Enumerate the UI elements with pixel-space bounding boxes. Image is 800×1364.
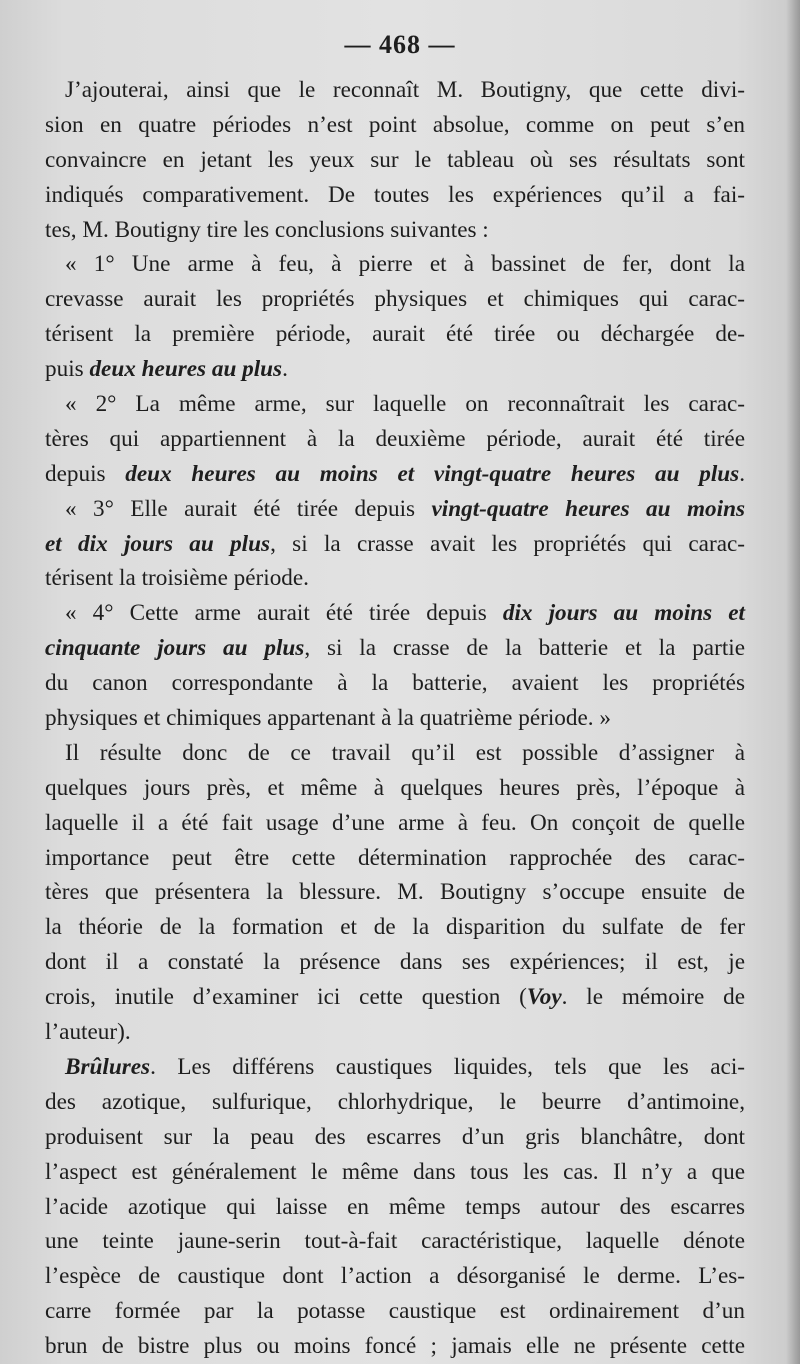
text-line: l’acide azotique qui laisse en même temps autour des escarres xyxy=(45,1193,745,1220)
text-line: térisent la première période, aurait été tirée ou déchargée de- xyxy=(45,321,745,348)
text-line: importance peut être cette détermination rapprochée des carac- xyxy=(45,844,745,871)
text-line: l’auteur). xyxy=(45,1019,131,1046)
italic-phrase: cinquante jours au plus xyxy=(45,635,305,662)
text-line: l’aspect est généralement le même dans tous les cas. Il n’y a que xyxy=(45,1158,745,1185)
page-number: — 468 — xyxy=(344,30,456,59)
text-line: laquelle il a été fait usage d’une arme à feu. On conçoit de quelle xyxy=(45,809,745,836)
text-line: « 2° La même arme, sur laquelle on reconnaîtrait les carac- xyxy=(65,391,745,418)
text-line: la théorie de la formation et de la disparition du sulfate de fer xyxy=(45,914,745,941)
section-heading: Brûlures xyxy=(65,1053,151,1080)
text-line: des azotique, sulfurique, chlorhydrique, le beurre d’antimoine, xyxy=(45,1088,745,1115)
text-line: sion en quatre périodes n’est point absolue, comme on peut s’en xyxy=(45,111,745,138)
text-line: « 4° Cette arme aurait été tirée depuis dix jours au moins et xyxy=(65,600,745,627)
text-line: térisent la troisième période. xyxy=(45,565,309,592)
text-line: dont il a constaté la présence dans ses expériences; il est, je xyxy=(45,949,745,976)
text-line: tères qui appartiennent à la deuxième période, aurait été tirée xyxy=(45,425,745,452)
text-line: Il résulte donc de ce travail qu’il est possible d’assigner à xyxy=(65,739,745,766)
text-line: physiques et chimiques appartenant à la quatrième période. » xyxy=(45,705,611,732)
text-line: « 3° Elle aurait été tirée depuis vingt-quatre heures au moins xyxy=(65,495,745,522)
text-line: produisent sur la peau des escarres d’un gris blanchâtre, dont xyxy=(45,1123,745,1150)
text-line: crois, inutile d’examiner ici cette question (Voy. le mémoire de xyxy=(45,984,745,1011)
text-line: depuis deux heures au moins et vingt-quatre heures au plus. xyxy=(45,460,746,487)
text-line: tères que présentera la blessure. M. Boutigny s’occupe ensuite de xyxy=(45,879,745,906)
text-line: Brûlures. Les différens caustiques liquides, tels que les aci- xyxy=(65,1053,745,1080)
italic-phrase: deux heures au moins et vingt-quatre heures au plus xyxy=(125,460,740,487)
text-line: « 1° Une arme à feu, à pierre et à bassinet de fer, dont la xyxy=(65,251,745,278)
italic-phrase: vingt-quatre heures au moins xyxy=(431,495,745,522)
text-line: l’espèce de caustique dont l’action a désorganisé le derme. L’es- xyxy=(45,1263,745,1290)
italic-phrase: dix jours au moins et xyxy=(502,600,745,627)
text-line: brun de bistre plus ou moins foncé ; jamais elle ne présente cette xyxy=(45,1333,745,1360)
text-line: une teinte jaune-serin tout-à-fait caractéristique, laquelle dénote xyxy=(45,1228,745,1255)
text-line: cinquante jours au plus, si la crasse de la batterie et la partie xyxy=(45,635,745,662)
text-line: quelques jours près, et même à quelques heures près, l’époque à xyxy=(45,774,745,801)
text-line: crevasse aurait les propriétés physiques et chimiques qui carac- xyxy=(45,286,745,313)
text-line: convaincre en jetant les yeux sur le tableau où ses résultats sont xyxy=(45,146,745,173)
italic-phrase: Voy xyxy=(526,984,562,1011)
text-line: indiqués comparativement. De toutes les expériences qu’il a fai- xyxy=(45,181,745,208)
text-line: du canon correspondante à la batterie, avaient les propriétés xyxy=(45,670,745,697)
text-line: et dix jours au plus, si la crasse avait les propriétés qui carac- xyxy=(45,530,745,557)
text-line: tes, M. Boutigny tire les conclusions suivantes : xyxy=(45,216,489,243)
text-line: carre formée par la potasse caustique est ordinairement d’un xyxy=(45,1298,745,1325)
italic-phrase: et dix jours au plus xyxy=(45,530,271,557)
italic-phrase: deux heures au plus xyxy=(89,356,283,383)
page-body xyxy=(45,73,745,1364)
text-line: J’ajouterai, ainsi que le reconnaît M. Boutigny, que cette divi- xyxy=(65,77,745,103)
text-line: puis deux heures au plus. xyxy=(45,356,288,383)
